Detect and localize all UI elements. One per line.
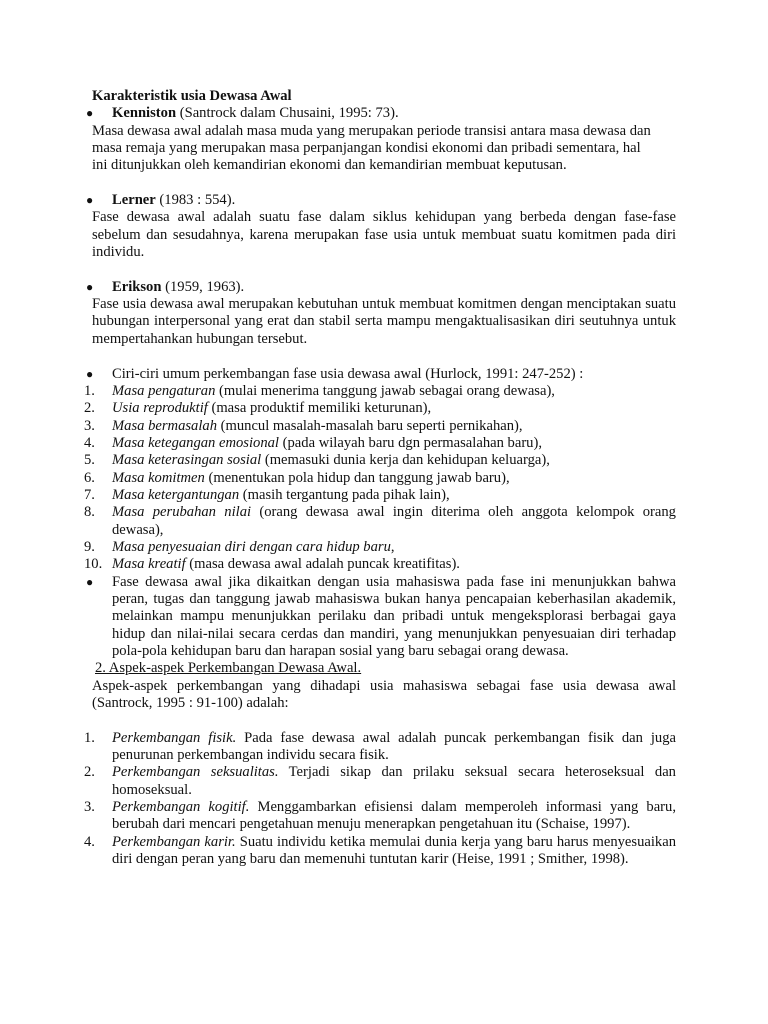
item-number: 4. (84, 434, 95, 451)
expert-cite: (1983 : 554). (155, 192, 236, 209)
list-item (84, 469, 676, 487)
item-number: 7. (84, 486, 95, 503)
expert-text: Fase usia dewasa awal merupakan kebutuhan untuk membuat komitmen dengan menciptakan suatu hubungan interpersonal yang erat dan stabil serta mampu mengaktualisasikan diri seutuhnya untuk mempertahankan hubungan tersebut. (92, 296, 676, 347)
item-desc: Suatu individu ketika memulai dunia kerja yang baru harus menyesuaikan diri dengan peran yang baru dan memenuhi tuntutan karir (Heise, 1991 ; Smither, 1998). (112, 833, 676, 868)
expert-text: Fase dewasa awal adalah suatu fase dalam siklus kehidupan yang berbeda dengan fase-fase sebelum dan sesudahnya, karena merupakan fase usia untuk membuat suatu komitmen pada diri individu. (92, 209, 676, 261)
mahasiswa-bullet (86, 573, 676, 661)
item-term: Masa penyesuaian diri dengan cara hidup baru (112, 538, 391, 555)
item-term: Perkembangan fisik. (112, 729, 237, 746)
item-number: 3. (84, 417, 95, 434)
ciri-list (84, 382, 676, 574)
item-desc: (masih tergantung pada pihak lain), (239, 486, 450, 503)
list-item (84, 382, 676, 400)
section-heading-text: 2. Aspek-aspek Perkembangan Dewasa Awal. (95, 660, 362, 677)
ciri-intro (86, 365, 676, 383)
item-desc: Terjadi sikap dan prilaku seksual secara heteroseksual dan homoseksual. (112, 764, 676, 798)
item-term: Masa ketegangan emosional (112, 434, 279, 451)
list-item (84, 538, 676, 556)
item-desc: (mulai menerima tanggung jawab sebagai orang dewasa), (215, 382, 555, 399)
item-number: 2. (84, 400, 95, 417)
item-number: 2. (84, 764, 95, 781)
list-item (84, 417, 676, 435)
bullet-icon: ● (86, 106, 94, 121)
item-term: Perkembangan kogitif. (112, 799, 250, 816)
list-item (84, 434, 676, 452)
list-item (84, 729, 676, 765)
document-page (84, 88, 676, 868)
item-desc: (masa produktif memiliki keturunan), (207, 400, 432, 417)
item-desc: (orang dewasa awal ingin diterima oleh anggota kelompok orang dewasa), (112, 504, 676, 538)
item-desc: , (390, 538, 395, 555)
item-number: 5. (84, 452, 95, 469)
item-number: 3. (84, 799, 95, 816)
item-term: Perkembangan karir. (112, 833, 236, 850)
list-item (84, 833, 676, 869)
mahasiswa-text: Fase dewasa awal jika dikaitkan dengan usia mahasiswa pada fase ini menunjukkan bahwa peran, tugas dan tanggung jawab mahasiswa bukan hanya pencapaian keberhasilan akademik, melainkan mampu menunjukkan perilaku dan pribadi untuk mengeksplorasi berbagai gaya hidup dan nilai-nilai secara cerdas dan mandiri, yang menunjukkan penyesuaian diri terhadap pola-pola kehidupan baru dan harapan sosial yang baru sebagai orang dewasa. (112, 573, 676, 659)
bullet-icon: ● (86, 574, 94, 589)
item-term: Usia reproduktif (112, 400, 208, 417)
expert-name: Lerner (112, 192, 156, 209)
item-number: 10. (84, 556, 103, 573)
list-item (84, 486, 676, 504)
expert-cite: (Santrock dalam Chusaini, 1995: 73). (176, 105, 399, 122)
item-desc: (pada wilayah baru dgn permasalahan baru), (279, 434, 542, 451)
item-desc: (menentukan pola hidup dan tanggung jawab baru), (204, 469, 510, 486)
item-desc: (memasuki dunia kerja dan kehidupan keluarga), (261, 452, 550, 469)
section-heading (92, 660, 676, 677)
item-term: Masa keterasingan sosial (112, 452, 262, 469)
ciri-intro-text: Ciri-ciri umum perkembangan fase usia dewasa awal (Hurlock, 1991: 247-252) : (112, 365, 584, 382)
item-desc: Pada fase dewasa awal adalah puncak perkembangan fisik dan juga penurunan perkembangan individu secara fisik. (112, 729, 676, 764)
item-term: Masa kreatif (112, 556, 186, 573)
list-item (84, 764, 676, 799)
item-term: Perkembangan seksualitas. (112, 764, 279, 781)
bullet-icon: ● (86, 366, 94, 381)
item-desc: Menggambarkan efisiensi dalam memperoleh informasi yang baru, berubah dari mencari pengetahuan menuju menerapkan pengetahuan itu (Schaise, 1997). (112, 799, 676, 833)
expert-kenniston (86, 105, 676, 122)
expert-cite: (1959, 1963). (161, 278, 245, 295)
list-item (84, 556, 676, 573)
aspek-list (84, 729, 676, 869)
expert-name: Kenniston (112, 105, 177, 122)
item-term: Masa pengaturan (112, 382, 216, 399)
item-term: Masa komitmen (112, 469, 205, 486)
item-number: 9. (84, 538, 95, 555)
list-item (84, 504, 676, 539)
bullet-icon: ● (86, 279, 94, 294)
expert-lerner (86, 192, 676, 209)
item-term: Masa bermasalah (112, 417, 217, 434)
item-number: 4. (84, 833, 95, 850)
list-item (84, 799, 676, 834)
item-number: 6. (84, 469, 95, 486)
item-term: Masa ketergantungan (112, 486, 240, 503)
expert-name: Erikson (112, 278, 162, 295)
item-desc: (muncul masalah-masalah baru seperti pernikahan), (217, 417, 523, 434)
section-intro: Aspek-aspek perkembangan yang dihadapi usia mahasiswa sebagai fase usia dewasa awal (Santrock, 1995 : 91-100) adalah: (92, 677, 676, 712)
item-term: Masa perubahan nilai (112, 504, 252, 521)
item-number: 1. (84, 729, 95, 746)
item-desc: (masa dewasa awal adalah puncak kreatifitas). (185, 556, 460, 573)
expert-text: Masa dewasa awal adalah masa muda yang merupakan periode transisi antara masa dewasa dan masa remaja yang merupakan masa perpanjangan kondisi ekonomi dan pribadi sementara, hal ini ditunjukkan oleh kemandirian ekonomi dan kemandirian membuat keputusan. (92, 122, 651, 174)
item-number: 8. (84, 504, 95, 521)
bullet-icon: ● (86, 193, 94, 208)
item-number: 1. (84, 382, 95, 399)
list-item (84, 400, 676, 417)
doc-title: Karakteristik usia Dewasa Awal (92, 88, 292, 104)
expert-erikson (86, 278, 676, 296)
list-item (84, 452, 676, 469)
